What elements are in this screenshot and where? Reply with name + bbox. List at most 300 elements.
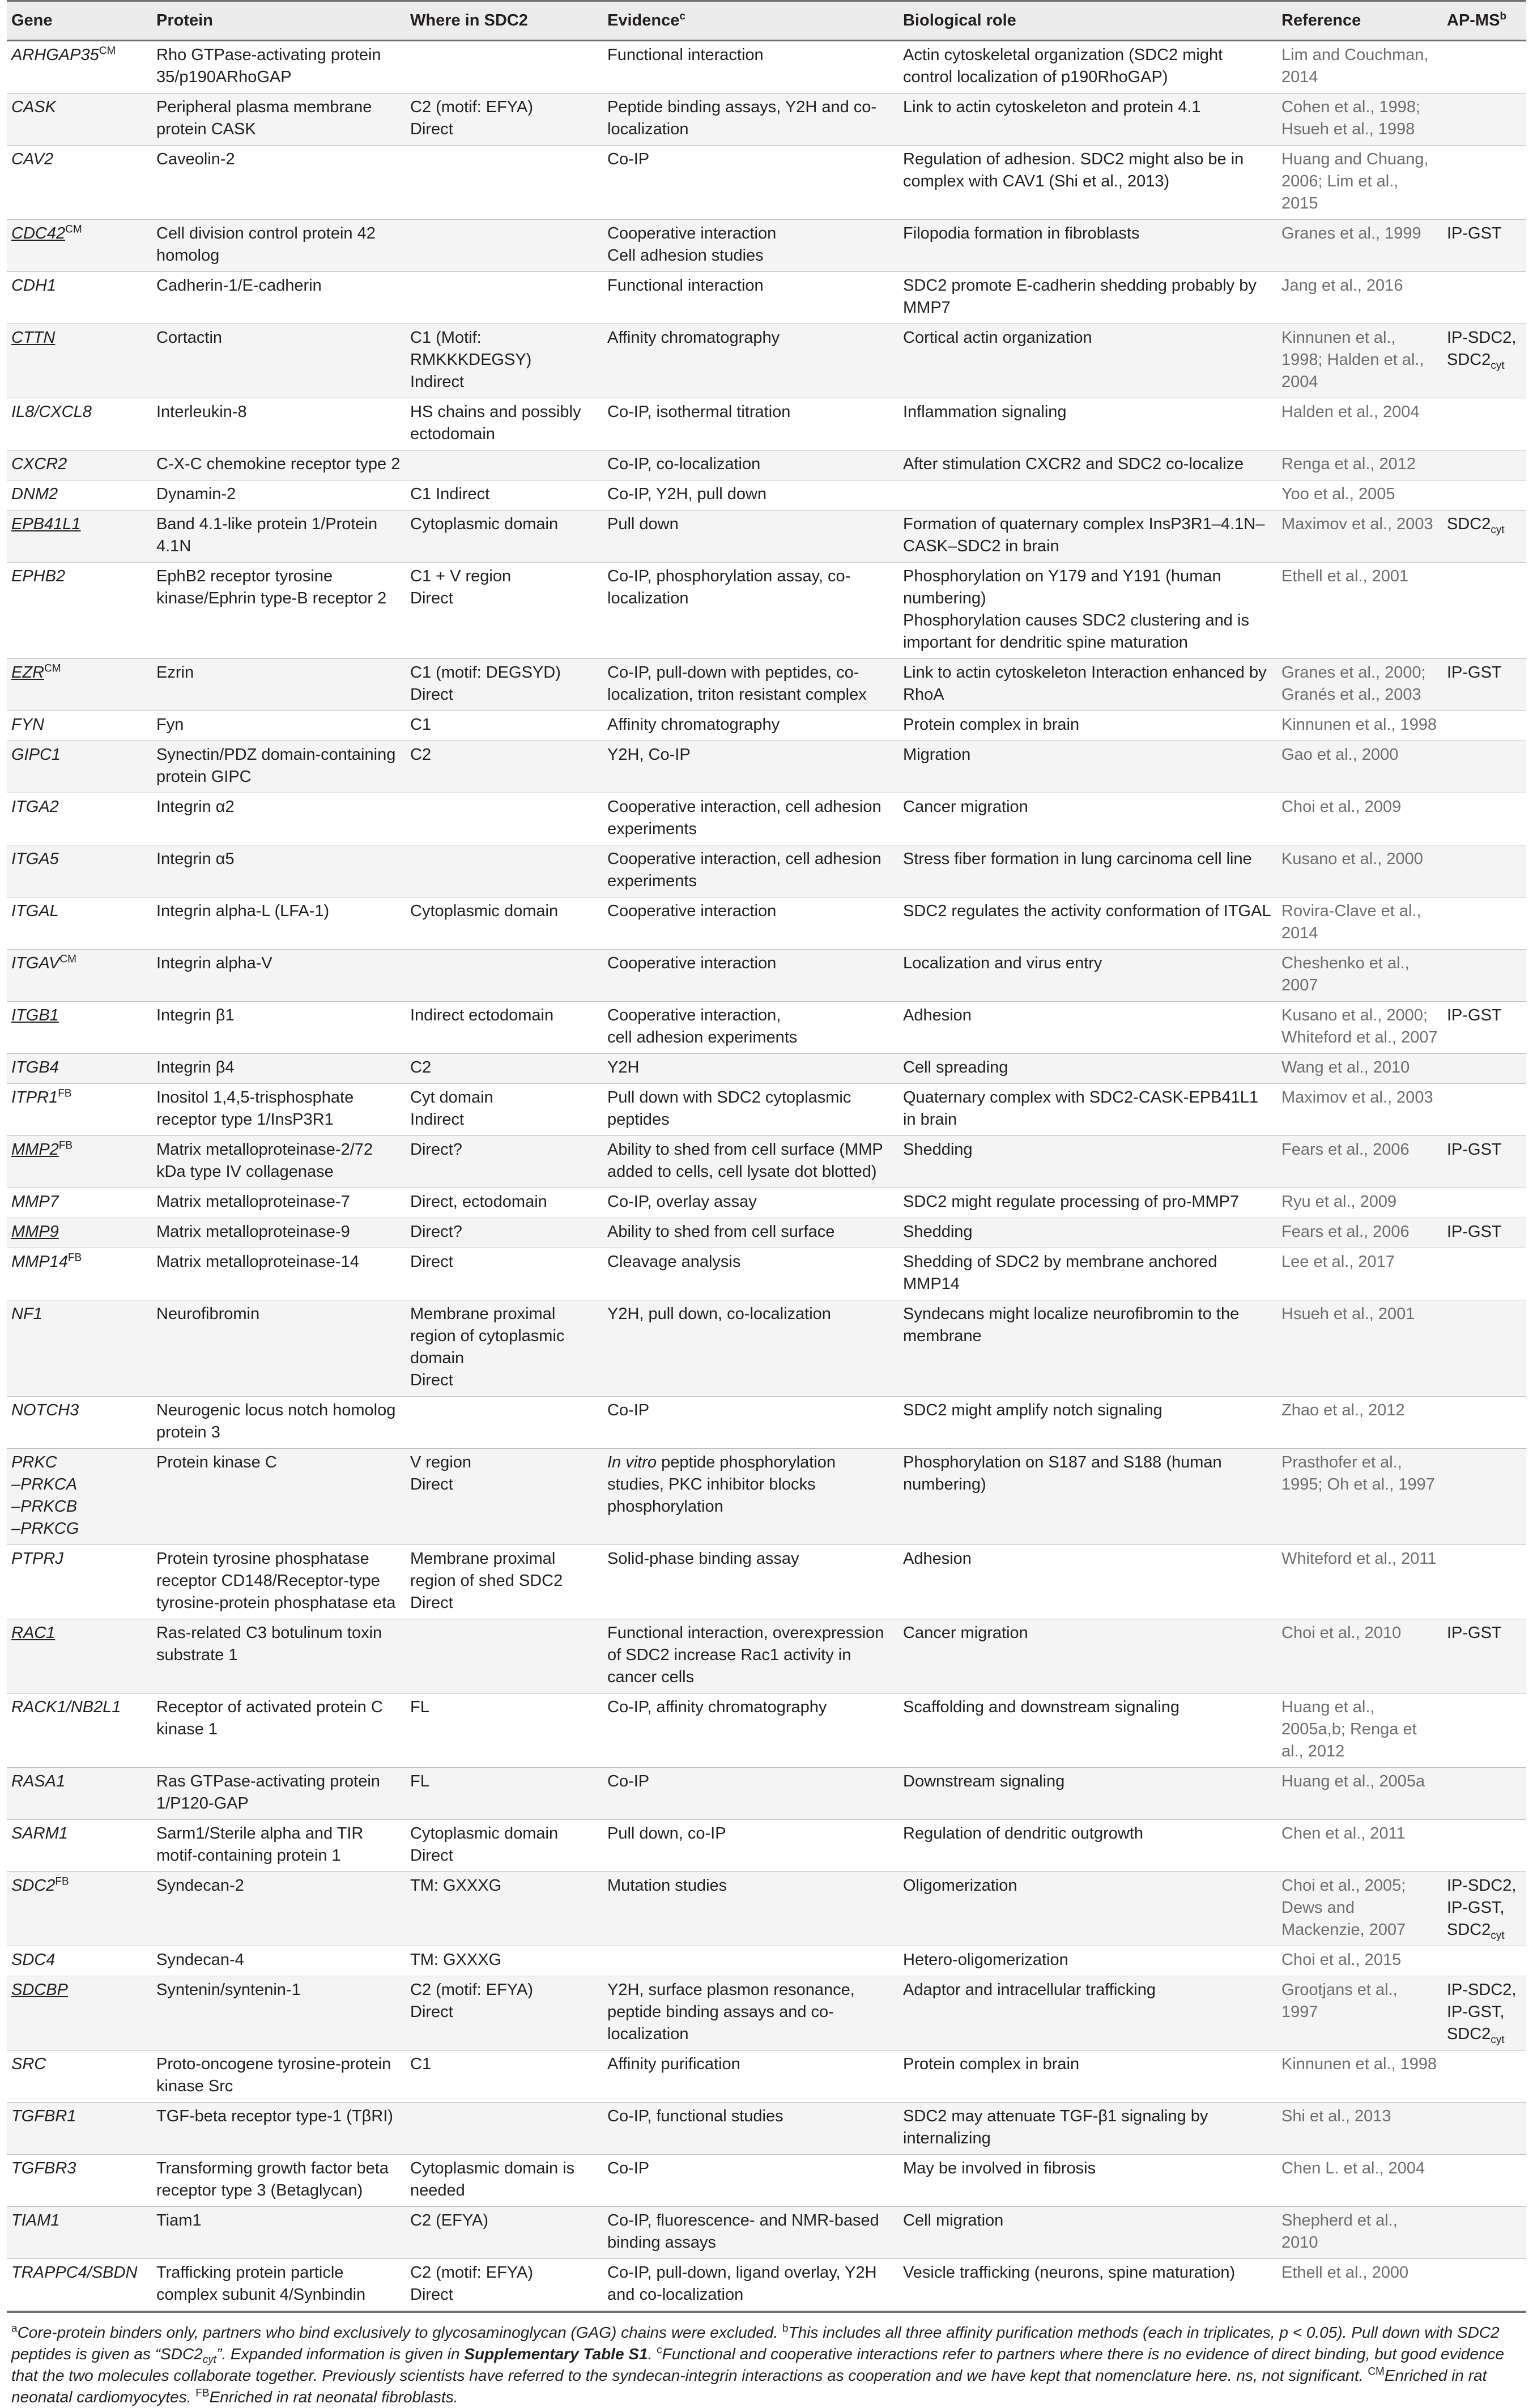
apms-cell	[1442, 1397, 1526, 1449]
where-cell: Cytoplasmic domain Direct	[406, 1820, 603, 1872]
reference-cell: Kusano et al., 2000	[1277, 845, 1442, 897]
gene-cell: $SDC2^{FB}$	[7, 1872, 152, 1946]
apms-cell	[1442, 563, 1526, 659]
protein-cell: Syntenin/syntenin-1	[152, 1976, 406, 2050]
table-row	[7, 450, 1526, 480]
reference-cell: Kinnunen et al., 1998	[1277, 711, 1442, 741]
evidence-cell: Co-IP, Y2H, pull down	[603, 480, 898, 510]
bio-cell	[898, 480, 1277, 510]
protein-cell: Integrin α5	[152, 845, 406, 897]
apms-cell	[1442, 146, 1526, 220]
evidence-cell: Co-IP, overlay assay	[603, 1188, 898, 1218]
reference-cell: Chen L. et al., 2004	[1277, 2155, 1442, 2207]
where-cell	[406, 272, 603, 324]
evidence-cell: Co-IP, phosphorylation assay, co-localization	[603, 563, 898, 659]
apms-cell	[1442, 450, 1526, 480]
interaction-table	[7, 0, 1526, 2311]
apms-cell: IP-SDC2, IP-GST, $SDC2_{cyt}$	[1442, 1976, 1526, 2050]
reference-cell: Fears et al., 2006	[1277, 1218, 1442, 1248]
bio-cell: Downstream signaling	[898, 1768, 1277, 1820]
where-cell: C1 Indirect	[406, 480, 603, 510]
reference-cell: Renga et al., 2012	[1277, 450, 1442, 480]
table-row	[7, 1188, 1526, 1218]
protein-cell: Integrin alpha-V	[152, 950, 406, 1002]
evidence-cell: Cooperative interaction	[603, 950, 898, 1002]
header-evidence: Evidence$^c$	[603, 1, 898, 41]
evidence-cell: Cooperative interaction, cell adhesion experiments	[603, 793, 898, 845]
where-cell: Direct?	[406, 1136, 603, 1188]
bio-cell: Cancer migration	[898, 1619, 1277, 1694]
table-row	[7, 1694, 1526, 1768]
bio-cell: Inflammation signaling	[898, 398, 1277, 450]
gene-cell: $CDC42^{CM}$	[7, 220, 152, 272]
reference-cell: Choi et al., 2005; Dews and Mackenzie, 2007	[1277, 1872, 1442, 1946]
apms-cell: $SDC2_{cyt}$	[1442, 510, 1526, 563]
table-row	[7, 1976, 1526, 2050]
header-gene: Gene	[7, 1, 152, 41]
protein-cell: Tiam1	[152, 2207, 406, 2259]
reference-cell: Huang et al., 2005a,b; Renga et al., 2012	[1277, 1694, 1442, 1768]
evidence-cell: Co-IP, affinity chromatography	[603, 1694, 898, 1768]
protein-cell: Sarm1/Sterile alpha and TIR motif-containing protein 1	[152, 1820, 406, 1872]
reference-cell: Wang et al., 2010	[1277, 1054, 1442, 1084]
gene-cell: CAV2	[7, 146, 152, 220]
where-cell	[406, 220, 603, 272]
protein-cell: Cortactin	[152, 324, 406, 398]
protein-cell: Synectin/PDZ domain-containing protein GIPC	[152, 741, 406, 793]
reference-cell: Maximov et al., 2003	[1277, 1084, 1442, 1136]
apms-cell: IP-GST	[1442, 220, 1526, 272]
protein-cell: Transforming growth factor beta receptor type 3 (Betaglycan)	[152, 2155, 406, 2207]
gene-cell: $ITPR1^{FB}$	[7, 1084, 152, 1136]
apms-cell	[1442, 741, 1526, 793]
protein-cell: Neurofibromin	[152, 1300, 406, 1397]
table-row	[7, 2207, 1526, 2259]
gene-cell: TIAM1	[7, 2207, 152, 2259]
where-cell: C1	[406, 2050, 603, 2103]
apms-cell: IP-GST	[1442, 1136, 1526, 1188]
table-row	[7, 793, 1526, 845]
protein-cell: Rho GTPase-activating protein 35/p190ARhoGAP	[152, 41, 406, 93]
gene-cell: $MMP14^{FB}$	[7, 1248, 152, 1300]
reference-cell: Jang et al., 2016	[1277, 272, 1442, 324]
where-cell: C2	[406, 741, 603, 793]
gene-cell: CDH1	[7, 272, 152, 324]
gene-cell: TGFBR3	[7, 2155, 152, 2207]
evidence-cell: Ability to shed from cell surface	[603, 1218, 898, 1248]
bio-cell: Actin cytoskeletal organization (SDC2 might control localization of p190RhoGAP)	[898, 41, 1277, 93]
evidence-cell: Affinity chromatography	[603, 324, 898, 398]
bio-cell: Formation of quaternary complex InsP3R1–4.1N–CASK–SDC2 in brain	[898, 510, 1277, 563]
gene-cell: $ITGAV^{CM}$	[7, 950, 152, 1002]
protein-cell: EphB2 receptor tyrosine kinase/Ephrin type-B receptor 2	[152, 563, 406, 659]
header-bio: Biological role	[898, 1, 1277, 41]
gene-cell: ITGAL	[7, 897, 152, 950]
evidence-cell: Co-IP, functional studies	[603, 2103, 898, 2155]
reference-cell: Granes et al., 2000; Granés et al., 2003	[1277, 659, 1442, 711]
where-cell: V region Direct	[406, 1449, 603, 1545]
bio-cell: Syndecans might localize neurofibromin to the membrane	[898, 1300, 1277, 1397]
where-cell	[406, 793, 603, 845]
bio-cell: Hetero-oligomerization	[898, 1946, 1277, 1976]
apms-cell: IP-GST	[1442, 659, 1526, 711]
gene-cell: GIPC1	[7, 741, 152, 793]
table-row	[7, 220, 1526, 272]
evidence-cell: Y2H, pull down, co-localization	[603, 1300, 898, 1397]
evidence-cell: Cooperative interaction, cell adhesion experiments	[603, 1002, 898, 1054]
header-protein: Protein	[152, 1, 406, 41]
gene-cell: RASA1	[7, 1768, 152, 1820]
gene-cell: RACK1/NB2L1	[7, 1694, 152, 1768]
apms-cell	[1442, 2207, 1526, 2259]
bio-cell: Stress fiber formation in lung carcinoma cell line	[898, 845, 1277, 897]
apms-cell	[1442, 480, 1526, 510]
where-cell: TM: GXXXG	[406, 1946, 603, 1976]
table-row	[7, 1449, 1526, 1545]
reference-cell: Ethell et al., 2001	[1277, 563, 1442, 659]
bio-cell: Quaternary complex with SDC2-CASK-EPB41L1 in brain	[898, 1084, 1277, 1136]
bio-cell: SDC2 promote E-cadherin shedding probably by MMP7	[898, 272, 1277, 324]
where-cell: Direct?	[406, 1218, 603, 1248]
table-row	[7, 1397, 1526, 1449]
evidence-cell: Affinity purification	[603, 2050, 898, 2103]
gene-cell: SDCBP	[7, 1976, 152, 2050]
table-row	[7, 1545, 1526, 1619]
table-row	[7, 398, 1526, 450]
bio-cell: Phosphorylation on S187 and S188 (human numbering)	[898, 1449, 1277, 1545]
apms-cell	[1442, 845, 1526, 897]
bio-cell: Cancer migration	[898, 793, 1277, 845]
bio-cell: Link to actin cytoskeleton and protein 4.1	[898, 93, 1277, 146]
reference-cell: Cohen et al., 1998; Hsueh et al., 1998	[1277, 93, 1442, 146]
apms-cell	[1442, 711, 1526, 741]
bio-cell: Cell migration	[898, 2207, 1277, 2259]
protein-cell: Integrin α2	[152, 793, 406, 845]
table-row	[7, 2259, 1526, 2311]
bio-cell: Adhesion	[898, 1545, 1277, 1619]
where-cell: Membrane proximal region of shed SDC2 Direct	[406, 1545, 603, 1619]
evidence-cell: Cooperative interaction	[603, 897, 898, 950]
table-row	[7, 950, 1526, 1002]
apms-cell	[1442, 1054, 1526, 1084]
where-cell: Direct, ectodomain	[406, 1188, 603, 1218]
bio-cell: Scaffolding and downstream signaling	[898, 1694, 1277, 1768]
apms-cell	[1442, 1820, 1526, 1872]
where-cell	[406, 950, 603, 1002]
reference-cell: Chen et al., 2011	[1277, 1820, 1442, 1872]
apms-cell	[1442, 897, 1526, 950]
bio-cell: Protein complex in brain	[898, 2050, 1277, 2103]
where-cell: HS chains and possibly ectodomain	[406, 398, 603, 450]
gene-cell: ITGA5	[7, 845, 152, 897]
header-reference: Reference	[1277, 1, 1442, 41]
reference-cell: Zhao et al., 2012	[1277, 1397, 1442, 1449]
evidence-cell: Mutation studies	[603, 1872, 898, 1946]
reference-cell: Prasthofer et al., 1995; Oh et al., 1997	[1277, 1449, 1442, 1545]
gene-cell: DNM2	[7, 480, 152, 510]
gene-cell: $MMP2^{FB}$	[7, 1136, 152, 1188]
table-row	[7, 41, 1526, 93]
table-row	[7, 1054, 1526, 1084]
where-cell: FL	[406, 1694, 603, 1768]
apms-cell: IP-GST	[1442, 1619, 1526, 1694]
table-row	[7, 480, 1526, 510]
table-row	[7, 1300, 1526, 1397]
gene-cell: ITGB1	[7, 1002, 152, 1054]
apms-cell	[1442, 398, 1526, 450]
table-header	[7, 1, 1526, 41]
gene-cell: MMP7	[7, 1188, 152, 1218]
reference-cell: Grootjans et al., 1997	[1277, 1976, 1442, 2050]
gene-cell: IL8/CXCL8	[7, 398, 152, 450]
table-row	[7, 2103, 1526, 2155]
apms-cell	[1442, 93, 1526, 146]
apms-cell	[1442, 272, 1526, 324]
protein-cell: Cadherin-1/E-cadherin	[152, 272, 406, 324]
protein-cell: Dynamin-2	[152, 480, 406, 510]
where-cell: C2 (EFYA)	[406, 2207, 603, 2259]
bio-cell: Localization and virus entry	[898, 950, 1277, 1002]
where-cell: C1	[406, 711, 603, 741]
reference-cell: Choi et al., 2010	[1277, 1619, 1442, 1694]
protein-cell: Integrin alpha-L (LFA-1)	[152, 897, 406, 950]
apms-cell	[1442, 1248, 1526, 1300]
where-cell: Indirect ectodomain	[406, 1002, 603, 1054]
evidence-cell: Solid-phase binding assay	[603, 1545, 898, 1619]
table-row	[7, 741, 1526, 793]
table-row	[7, 1872, 1526, 1946]
evidence-cell: Ability to shed from cell surface (MMP added to cells, cell lysate dot blotted)	[603, 1136, 898, 1188]
table-row	[7, 2155, 1526, 2207]
gene-cell: CASK	[7, 93, 152, 146]
reference-cell: Gao et al., 2000	[1277, 741, 1442, 793]
gene-cell: NOTCH3	[7, 1397, 152, 1449]
apms-cell: IP-GST	[1442, 1002, 1526, 1054]
bio-cell: Adhesion	[898, 1002, 1277, 1054]
protein-cell: Ras GTPase-activating protein 1/P120-GAP	[152, 1768, 406, 1820]
bio-cell: SDC2 regulates the activity conformation of ITGAL	[898, 897, 1277, 950]
evidence-cell: Pull down	[603, 510, 898, 563]
protein-cell: Interleukin-8	[152, 398, 406, 450]
protein-cell: Matrix metalloproteinase-14	[152, 1248, 406, 1300]
bio-cell: Vesicle trafficking (neurons, spine maturation)	[898, 2259, 1277, 2311]
bio-cell: Shedding	[898, 1218, 1277, 1248]
table-row	[7, 93, 1526, 146]
evidence-cell: Co-IP	[603, 2155, 898, 2207]
table-row	[7, 510, 1526, 563]
bio-cell: Shedding of SDC2 by membrane anchored MMP14	[898, 1248, 1277, 1300]
protein-cell: Syndecan-2	[152, 1872, 406, 1946]
where-cell: C1 (Motif: RMKKKDEGSY) Indirect	[406, 324, 603, 398]
reference-cell: Rovira-Clave et al., 2014	[1277, 897, 1442, 950]
bio-cell: SDC2 might amplify notch signaling	[898, 1397, 1277, 1449]
apms-cell	[1442, 950, 1526, 1002]
apms-cell	[1442, 1545, 1526, 1619]
bio-cell: Shedding	[898, 1136, 1277, 1188]
where-cell	[406, 41, 603, 93]
bio-cell: Filopodia formation in fibroblasts	[898, 220, 1277, 272]
reference-cell: Kinnunen et al., 1998	[1277, 2050, 1442, 2103]
gene-cell: RAC1	[7, 1619, 152, 1694]
table-row	[7, 711, 1526, 741]
reference-cell: Cheshenko et al., 2007	[1277, 950, 1442, 1002]
bio-cell: Regulation of dendritic outgrowth	[898, 1820, 1277, 1872]
evidence-cell	[603, 1946, 898, 1976]
evidence-cell: Co-IP, pull-down, ligand overlay, Y2H and co-localization	[603, 2259, 898, 2311]
protein-cell: Integrin β1	[152, 1002, 406, 1054]
table-row	[7, 1218, 1526, 1248]
bio-cell: Phosphorylation on Y179 and Y191 (human numbering) Phosphorylation causes SDC2 clustering and is important for dendritic spine maturation	[898, 563, 1277, 659]
where-cell	[406, 1619, 603, 1694]
where-cell	[406, 2103, 603, 2155]
reference-cell: Kusano et al., 2000; Whiteford et al., 2007	[1277, 1002, 1442, 1054]
reference-cell: Shi et al., 2013	[1277, 2103, 1442, 2155]
gene-cell: $EZR^{CM}$	[7, 659, 152, 711]
reference-cell: Lim and Couchman, 2014	[1277, 41, 1442, 93]
table-row	[7, 1248, 1526, 1300]
gene-cell: NF1	[7, 1300, 152, 1397]
table-row	[7, 897, 1526, 950]
protein-cell: Inositol 1,4,5-trisphosphate receptor type 1/InsP3R1	[152, 1084, 406, 1136]
apms-cell	[1442, 2050, 1526, 2103]
evidence-cell: Pull down, co-IP	[603, 1820, 898, 1872]
gene-cell: SARM1	[7, 1820, 152, 1872]
gene-cell: $ARHGAP35^{CM}$	[7, 41, 152, 93]
table-row	[7, 1002, 1526, 1054]
where-cell: TM: GXXXG	[406, 1872, 603, 1946]
protein-cell: Peripheral plasma membrane protein CASK	[152, 93, 406, 146]
gene-cell: ITGA2	[7, 793, 152, 845]
table-row	[7, 324, 1526, 398]
table-row	[7, 563, 1526, 659]
evidence-cell: Cooperative interaction, cell adhesion experiments	[603, 845, 898, 897]
bio-cell: Migration	[898, 741, 1277, 793]
evidence-cell: Cleavage analysis	[603, 1248, 898, 1300]
table-row	[7, 2050, 1526, 2103]
protein-cell: Matrix metalloproteinase-2/72 kDa type IV collagenase	[152, 1136, 406, 1188]
table-footnote: $^a$Core-protein binders only, partners who bind exclusively to glycosaminoglycan (GAG) chains were excluded. $^b$This includes all three affinity purification methods (each in triplicates, p < 0.05). Pull down with SDC2 peptides is given as “$SDC2_{cyt}$”. Expanded information is given in Supplementary Table S1. $^c$Functional and cooperative interactions refer to partners where there is no evidence of direct binding, but good evidence that the two molecules collaborate together. Previously scientists have referred to the syndecan-integrin interactions as cooperation and we have kept that nomenclature here. ns, not significant. $^{CM}$Enriched in rat neonatal cardiomyocytes. $^{FB}$Enriched in rat neonatal fibroblasts.	[7, 2311, 1526, 2408]
protein-cell: Neurogenic locus notch homolog protein 3	[152, 1397, 406, 1449]
protein-cell: Matrix metalloproteinase-7	[152, 1188, 406, 1218]
reference-cell: Lee et al., 2017	[1277, 1248, 1442, 1300]
table-row	[7, 1136, 1526, 1188]
header-where: Where in SDC2	[406, 1, 603, 41]
protein-cell: Cell division control protein 42 homolog	[152, 220, 406, 272]
reference-cell: Ryu et al., 2009	[1277, 1188, 1442, 1218]
apms-cell: IP-SDC2, IP-GST, $SDC2_{cyt}$	[1442, 1872, 1526, 1946]
bio-cell: SDC2 might regulate processing of pro-MMP7	[898, 1188, 1277, 1218]
evidence-cell: Cooperative interaction Cell adhesion studies	[603, 220, 898, 272]
evidence-cell: Functional interaction	[603, 272, 898, 324]
where-cell: C2	[406, 1054, 603, 1084]
gene-cell: MMP9	[7, 1218, 152, 1248]
bio-cell: Cortical actin organization	[898, 324, 1277, 398]
protein-cell: Proto-oncogene tyrosine-protein kinase Src	[152, 2050, 406, 2103]
where-cell	[406, 845, 603, 897]
where-cell: Cytoplasmic domain	[406, 510, 603, 563]
protein-cell: C-X-C chemokine receptor type 2	[152, 450, 406, 480]
where-cell: C1 (motif: DEGSYD) Direct	[406, 659, 603, 711]
gene-cell: SDC4	[7, 1946, 152, 1976]
reference-cell: Ethell et al., 2000	[1277, 2259, 1442, 2311]
protein-cell: TGF-beta receptor type-1 (TβRI)	[152, 2103, 406, 2155]
evidence-cell: Pull down with SDC2 cytoplasmic peptides	[603, 1084, 898, 1136]
evidence-cell: Co-IP, isothermal titration	[603, 398, 898, 450]
protein-cell: Band 4.1-like protein 1/Protein 4.1N	[152, 510, 406, 563]
reference-cell: Choi et al., 2009	[1277, 793, 1442, 845]
bio-cell: May be involved in fibrosis	[898, 2155, 1277, 2207]
header-apms: $AP-MS^b$	[1442, 1, 1526, 41]
reference-cell: Fears et al., 2006	[1277, 1136, 1442, 1188]
where-cell: Cytoplasmic domain is needed	[406, 2155, 603, 2207]
table-row	[7, 1820, 1526, 1872]
where-cell	[406, 1397, 603, 1449]
evidence-cell: Affinity chromatography	[603, 711, 898, 741]
evidence-cell: Functional interaction	[603, 41, 898, 93]
bio-cell: Cell spreading	[898, 1054, 1277, 1084]
evidence-cell: Co-IP, pull-down with peptides, co-localization, triton resistant complex	[603, 659, 898, 711]
gene-cell: SRC	[7, 2050, 152, 2103]
gene-cell: EPB41L1	[7, 510, 152, 563]
reference-cell: Halden et al., 2004	[1277, 398, 1442, 450]
protein-cell: Protein kinase C	[152, 1449, 406, 1545]
gene-cell: TGFBR1	[7, 2103, 152, 2155]
evidence-cell: Y2H	[603, 1054, 898, 1084]
evidence-cell: Y2H, surface plasmon resonance, peptide binding assays and co-localization	[603, 1976, 898, 2050]
apms-cell	[1442, 1084, 1526, 1136]
reference-cell: Choi et al., 2015	[1277, 1946, 1442, 1976]
where-cell: C2 (motif: EFYA) Direct	[406, 93, 603, 146]
table-row	[7, 272, 1526, 324]
protein-cell: Ezrin	[152, 659, 406, 711]
evidence-cell: Co-IP	[603, 1397, 898, 1449]
gene-cell: TRAPPC4/SBDN	[7, 2259, 152, 2311]
apms-cell	[1442, 1694, 1526, 1768]
where-cell: C2 (motif: EFYA) Direct	[406, 1976, 603, 2050]
table-row	[7, 1084, 1526, 1136]
where-cell: Cyt domain Indirect	[406, 1084, 603, 1136]
where-cell	[406, 450, 603, 480]
evidence-cell: Y2H, Co-IP	[603, 741, 898, 793]
table-row	[7, 146, 1526, 220]
reference-cell: Yoo et al., 2005	[1277, 480, 1442, 510]
table-row	[7, 659, 1526, 711]
table-body	[7, 41, 1526, 2311]
protein-cell: Fyn	[152, 711, 406, 741]
bio-cell: SDC2 may attenuate TGF-β1 signaling by internalizing	[898, 2103, 1277, 2155]
where-cell: Cytoplasmic domain	[406, 897, 603, 950]
where-cell	[406, 146, 603, 220]
table-row	[7, 1619, 1526, 1694]
bio-cell: Regulation of adhesion. SDC2 might also be in complex with CAV1 (Shi et al., 2013)	[898, 146, 1277, 220]
protein-cell: Ras-related C3 botulinum toxin substrate 1	[152, 1619, 406, 1694]
apms-cell	[1442, 1449, 1526, 1545]
reference-cell: Kinnunen et al., 1998; Halden et al., 2004	[1277, 324, 1442, 398]
apms-cell	[1442, 1946, 1526, 1976]
table-row	[7, 845, 1526, 897]
evidence-cell: Peptide binding assays, Y2H and co-localization	[603, 93, 898, 146]
gene-cell: PRKC –PRKCA –PRKCB –PRKCG	[7, 1449, 152, 1545]
gene-cell: CXCR2	[7, 450, 152, 480]
bio-cell: Link to actin cytoskeleton Interaction enhanced by RhoA	[898, 659, 1277, 711]
where-cell: C2 (motif: EFYA) Direct	[406, 2259, 603, 2311]
evidence-cell: Co-IP	[603, 1768, 898, 1820]
protein-cell: Receptor of activated protein C kinase 1	[152, 1694, 406, 1768]
reference-cell: Maximov et al., 2003	[1277, 510, 1442, 563]
apms-cell	[1442, 1300, 1526, 1397]
where-cell: FL	[406, 1768, 603, 1820]
gene-cell: ITGB4	[7, 1054, 152, 1084]
